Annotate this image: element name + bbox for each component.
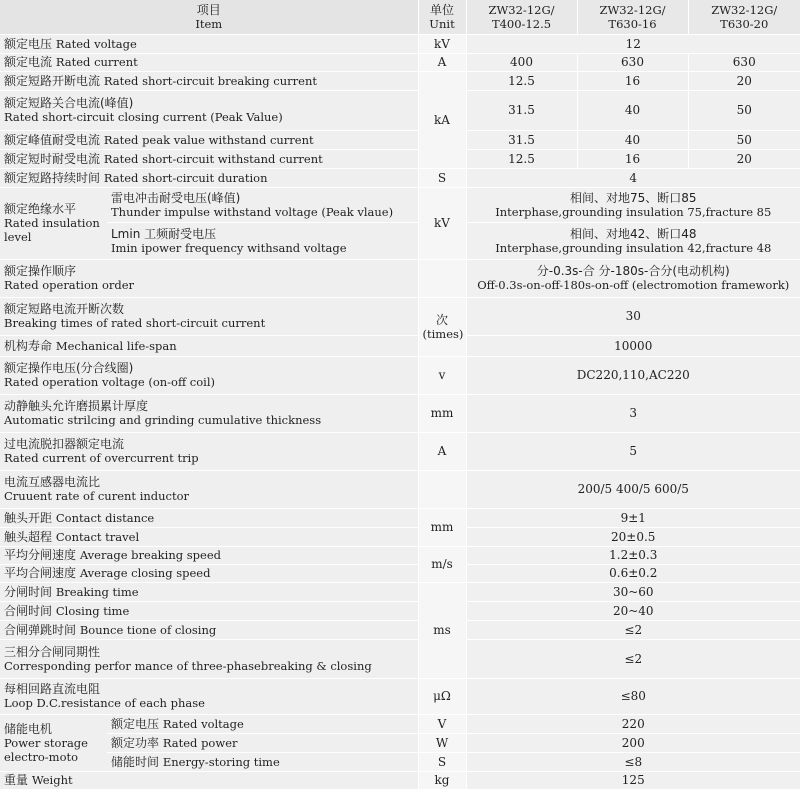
row-closing-speed: 平均合闸速度 Average closing speed 0.6±0.2 <box>0 564 800 582</box>
unit-mm: mm <box>418 508 466 546</box>
row-contact-thickness: 动静触头允许磨损累计厚度 Automatic strilcing and grinding cumulative thickness mm 3 <box>0 394 800 432</box>
row-life-span: 机构寿命 Mechanical life-span 10000 <box>0 335 800 356</box>
header-item-en: Item <box>195 16 223 31</box>
row-insulation-thunder: 额定绝缘水平 Rated insulation level 雷电冲击耐受电压(峰值) Thunder impulse withstand voltage (Peak vlaue) kV 相间、对地75、断口85 Interphase,grounding insulation 75,fracture 85 <box>0 187 800 222</box>
header-unit-cn: 单位 <box>429 2 454 17</box>
header-row <box>0 0 800 34</box>
header-unit-en: Unit <box>429 16 455 31</box>
row-breaking-speed: 平均分闸速度 Average breaking speed m/s 1.2±0.3 <box>0 546 800 564</box>
row-peak-withstand: 额定峰值耐受电流 Rated peak value withstand current 31.5 40 50 <box>0 130 800 149</box>
row-insulation-power: Lmin 工频耐受电压 Imin ipower frequency withsand voltage 相间、对地42、断口48 Interphase,grounding insulation 42,fracture 48 <box>0 222 800 259</box>
row-breaking-time: 分闸时间 Breaking time ms 30~60 <box>0 582 800 601</box>
unit-ms: ms <box>418 582 466 678</box>
row-bounce-time: 合闸弹跳时间 Bounce tione of closing ≤2 <box>0 620 800 639</box>
header-model-2: ZW32-12G/ T630-16 <box>577 0 688 34</box>
header-model-1: ZW32-12G/ T400-12.5 <box>466 0 577 34</box>
row-breaking-times: 额定短路电流开断次数 Breaking times of rated short-circuit current 次 (times) 30 <box>0 297 800 335</box>
header-unit <box>418 0 466 34</box>
row-duration: 额定短路持续时间 Rated short-circuit duration S 4 <box>0 168 800 187</box>
insulation-label: 额定绝缘水平 Rated insulation level <box>0 187 107 259</box>
row-resistance: 每相回路直流电阻 Loop D.C.resistance of each phase μΩ ≤80 <box>0 678 800 714</box>
row-motor-time: 储能时间 Energy-storing time S ≤8 <box>0 752 800 771</box>
row-motor-power: 额定功率 Rated power W 200 <box>0 733 800 752</box>
row-contact-travel: 触头超程 Contact travel 20±0.5 <box>0 527 800 546</box>
row-weight: 重量 Weight kg 125 <box>0 771 800 789</box>
row-rated-current: 额定电流 Rated current A 400 630 630 <box>0 53 800 71</box>
row-short-withstand: 额定短时耐受电流 Rated short-circuit withstand current 12.5 16 20 <box>0 149 800 168</box>
header-item <box>0 0 418 34</box>
header-item-cn: 项目 <box>196 2 221 17</box>
row-breaking-current: 额定短路开断电流 Rated short-circuit breaking current kA 12.5 16 20 <box>0 71 800 90</box>
unit-kv-insulation: kV <box>418 187 466 259</box>
motor-label: 储能电机 Power storage electro-moto <box>0 714 107 771</box>
row-contact-distance: 触头开距 Contact distance mm 9±1 <box>0 508 800 527</box>
unit-ms-speed: m/s <box>418 546 466 582</box>
row-rated-voltage: 额定电压 Rated voltage kV 12 <box>0 34 800 53</box>
row-trip-current: 过电流脱扣器额定电流 Rated current of overcurrent trip A 5 <box>0 432 800 470</box>
row-operation-order: 额定操作顺序 Rated operation order 分-0.3s-合 分-180s-合分(电动机构) Off-0.3s-on-off-180s-on-off (electromotion framework) <box>0 259 800 297</box>
row-closing-time: 合闸时间 Closing time 20~40 <box>0 601 800 620</box>
row-sync: 三相分合闸同期性 Corresponding perfor mance of three-phasebreaking & closing ≤2 <box>0 639 800 678</box>
header-model-3: ZW32-12G/ T630-20 <box>688 0 800 34</box>
row-motor-voltage: 储能电机 Power storage electro-moto 额定电压 Rated voltage V 220 <box>0 714 800 733</box>
unit-ka: kA <box>418 71 466 168</box>
row-coil-voltage: 额定操作电压(分合线圈) Rated operation voltage (on-off coil) v DC220,110,AC220 <box>0 356 800 394</box>
row-ct-ratio: 电流互感器电流比 Cruuent rate of curent inductor 200/5 400/5 600/5 <box>0 470 800 508</box>
row-closing-current: 额定短路关合电流(峰值) Rated short-circuit closing current (Peak Value) 31.5 40 50 <box>0 90 800 130</box>
